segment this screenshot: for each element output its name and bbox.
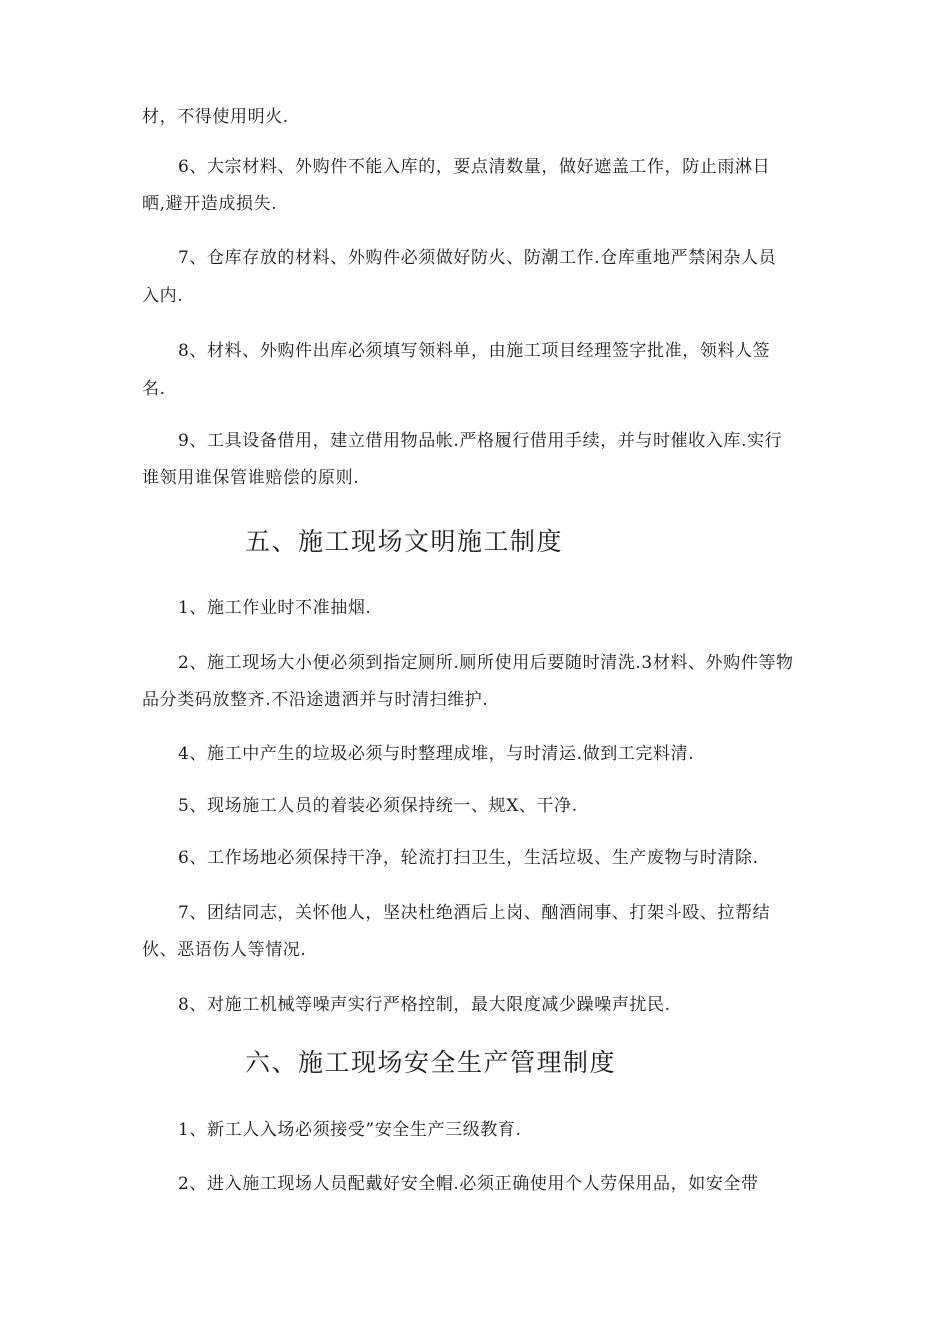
paragraph-line: 谁领用谁保管谁赔偿的原则. [142,468,360,488]
paragraph-line: 1、新工人入场必须接受”安全生产三级教育. [178,1120,522,1140]
paragraph-line: 品分类码放整齐.不沿途遗洒并与时清扫维护. [142,690,489,710]
paragraph-line: 6、大宗材料、外购件不能入库的，要点清数量，做好遮盖工作，防止雨淋日 [178,157,771,177]
paragraph-line: 1、施工作业时不准抽烟. [178,598,372,618]
paragraph-line: 9、工具设备借用，建立借用物品帐.严格履行借用手续，并与时催收入库.实行 [178,431,783,451]
paragraph-line: 7、仓库存放的材料、外购件必须做好防火、防潮工作.仓库重地严禁闲杂人员 [178,248,777,268]
section-heading: 六、施工现场安全生产管理制度 [245,1048,617,1077]
paragraph-line: 名. [142,379,166,399]
section-heading: 五、施工现场文明施工制度 [245,527,564,556]
paragraph-line: 2、进入施工现场人员配戴好安全帽.必须正确使用个人劳保用品，如安全带 [178,1174,759,1194]
paragraph-line: 材，不得使用明火. [142,107,289,127]
paragraph-line: 6、工作场地必须保持干净，轮流打扫卫生，生活垃圾、生产废物与时清除. [178,848,759,868]
paragraph-line: 8、对施工机械等噪声实行严格控制，最大限度减少躁噪声扰民. [178,995,671,1015]
paragraph-line: 晒,避开造成损失. [142,194,278,214]
paragraph-line: 8、材料、外购件出库必须填写领料单，由施工项目经理签字批准，领料人签 [178,341,771,361]
paragraph-line: 4、施工中产生的垃圾必须与时整理成堆，与时清运.做到工完料清. [178,744,695,764]
paragraph-line: 伙、恶语伤人等情况. [142,940,307,960]
paragraph-line: 2、施工现场大小便必须到指定厕所.厕所使用后要随时清洗.3材料、外购件等物 [178,653,794,673]
paragraph-line: 入内. [142,286,184,306]
paragraph-line: 7、团结同志，关怀他人，坚决杜绝酒后上岗、酗酒闹事、打架斗殴、拉帮结 [178,903,771,923]
paragraph-line: 5、现场施工人员的着装必须保持统一、规X、干净. [178,796,578,816]
